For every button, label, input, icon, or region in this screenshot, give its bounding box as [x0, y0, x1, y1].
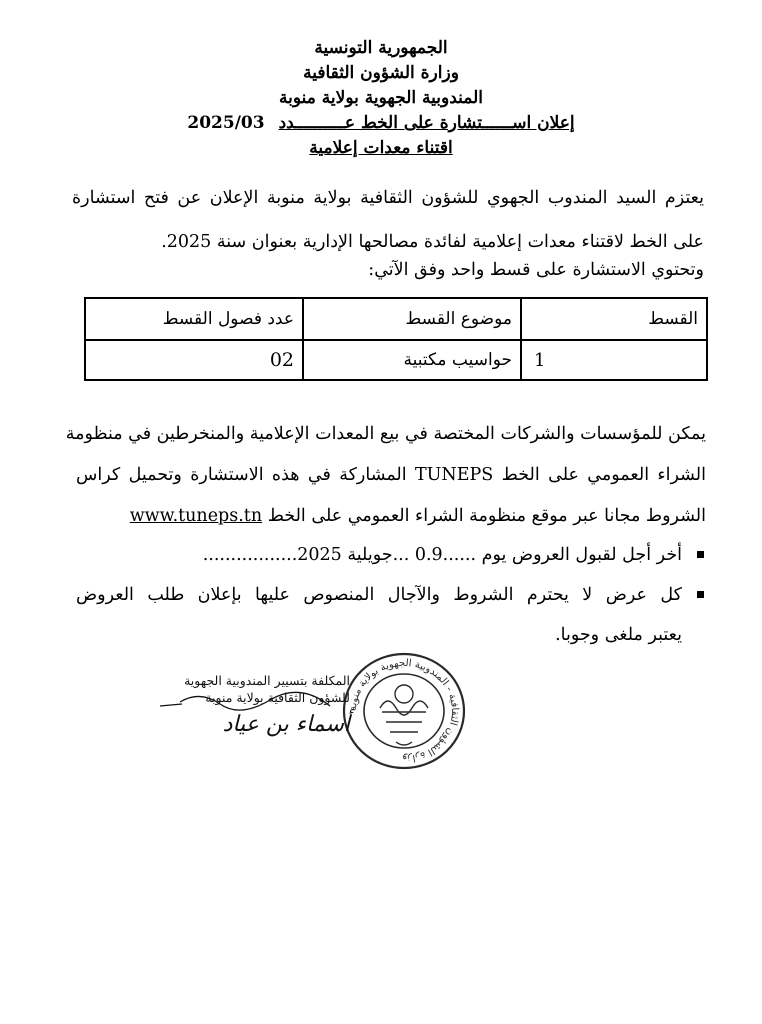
access-line-1: يمكن للمؤسسات والشركات المختصة في بيع المعدات الإعلامية والمنخرطين في منظومة	[65, 424, 706, 444]
svg-text:وزارة الشؤون الثقافية - المندو: وزارة الشؤون الثقافية - المندوبية الجهوية بولاية منوبة	[347, 657, 461, 765]
deadline-date: 0.9 ...جويلية 2025	[297, 545, 443, 565]
access-paragraph	[65, 414, 706, 537]
handwritten-signature-icon	[150, 672, 350, 772]
header-ministry: وزارة الشؤون الثقافية	[303, 63, 459, 83]
signature-title-line-2: للشؤون الثقافية بولاية منوبة	[205, 690, 350, 705]
table-cell-count: 02	[85, 340, 303, 380]
signature-name: أسماء بن عياد	[222, 712, 350, 737]
table-header-count: عدد فصول القسط	[85, 298, 303, 340]
access-line-2: الشراء العمومي على الخط TUNEPS المشاركة في هذه الاستشارة وتحميل كراس	[76, 465, 706, 485]
announcement-title: إعلان اســــــتشارة على الخط عــــــــــدد	[278, 113, 575, 133]
tuneps-link[interactable]: www.tuneps.tn	[129, 506, 263, 526]
deadline-text: أخر أجل لقبول العروض يوم ......	[442, 545, 682, 565]
header-delegation: المندوبية الجهوية بولاية منوبة	[279, 88, 483, 108]
access-line-3	[76, 496, 706, 537]
table-row	[85, 340, 707, 380]
official-stamp-icon	[340, 650, 468, 772]
access-line-3-text: الشروط مجانا عبر موقع منظومة الشراء العمومي على الخط	[267, 506, 706, 526]
table-cell-lot: 1	[521, 340, 707, 380]
deadline-line	[76, 535, 682, 575]
bullet-square-icon	[697, 551, 704, 558]
table-cell-subject: حواسيب مكتبية	[303, 340, 521, 380]
announcement-number: 2025/03	[187, 113, 265, 133]
deadline-dots: .................	[202, 545, 298, 565]
header-subject: اقتناء معدات إعلامية	[309, 138, 453, 158]
intro-line-2: على الخط لاقتناء معدات إعلامية لفائدة مصالحها الإدارية بعنوان سنة 2025.	[161, 232, 704, 252]
conditions-list	[76, 535, 708, 655]
bullet-square-icon	[697, 591, 704, 598]
rule-line-2: يعتبر ملغى وجوبا.	[555, 625, 682, 645]
header-announcement	[0, 111, 762, 136]
table-header-lot: القسط	[521, 298, 707, 340]
list-item-deadline	[76, 535, 708, 575]
signature-block	[150, 672, 350, 772]
table-intro-text: وتحتوي الاستشارة على قسط واحد وفق الآتي:	[368, 260, 704, 280]
table-header-subject: موضوع القسط	[303, 298, 521, 340]
intro-line-1: يعتزم السيد المندوب الجهوي للشؤون الثقافية بولاية منوبة الإعلان عن فتح استشارة	[72, 188, 704, 208]
rule-line-1: كل عرض لا يحترم الشروط والآجال المنصوص عليها بإعلان طلب العروض	[76, 585, 682, 605]
intro-paragraph	[72, 176, 704, 264]
document-header	[0, 36, 762, 161]
signature-title-line-1: المكلفة بتسيير المندوبية الجهوية	[184, 673, 350, 688]
header-country: الجمهورية التونسية	[314, 38, 448, 58]
table-header-row	[85, 298, 707, 340]
list-item-rule	[76, 575, 708, 655]
lots-table	[84, 297, 708, 381]
